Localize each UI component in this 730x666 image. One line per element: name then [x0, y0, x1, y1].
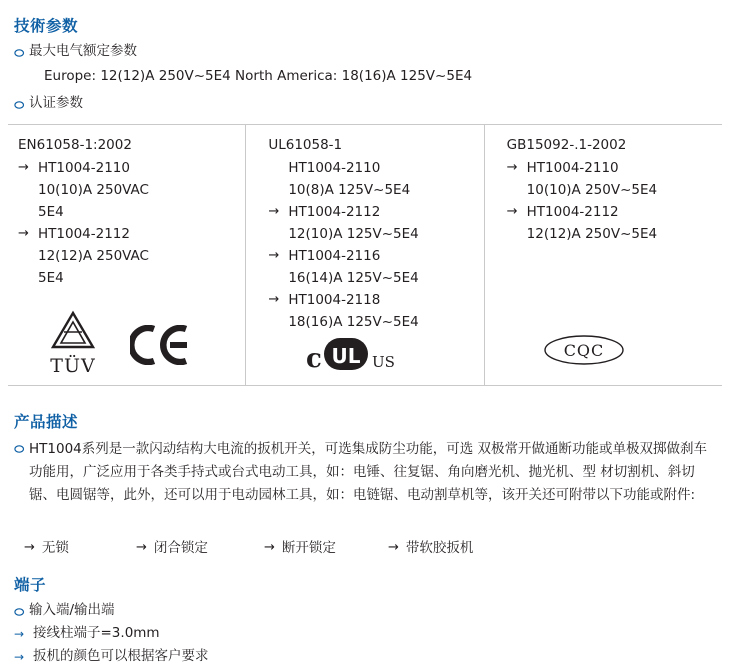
cert-model: HT1004-2118	[288, 292, 381, 308]
cert-standard: EN61058-1:2002	[18, 137, 132, 153]
feature-list	[24, 537, 724, 559]
cert-column-gb15092	[484, 125, 722, 385]
arrow-bullet-icon: →	[268, 248, 280, 263]
cert-rating-2: 5E4	[38, 204, 64, 220]
arrow-bullet-icon: →	[24, 540, 35, 555]
ring-bullet-icon	[14, 601, 29, 620]
ring-bullet-icon	[14, 94, 29, 113]
arrow-bullet-icon: →	[14, 627, 25, 641]
arrow-bullet-icon: →	[18, 160, 29, 175]
cert-model: HT1004-2110	[526, 160, 619, 176]
arrow-bullet-icon: →	[136, 540, 147, 555]
cert-rating: 10(8)A 125V~5E4	[288, 182, 411, 198]
svg-text:UL: UL	[331, 344, 361, 368]
cert-standard: UL61058-1	[268, 137, 343, 153]
arrow-bullet-icon: →	[506, 204, 518, 219]
cert-rating: 12(12)A 250VAC	[38, 248, 149, 264]
cert-column-ul61058	[245, 125, 483, 385]
cert-entry	[268, 245, 475, 267]
terminal-title: 端子	[14, 576, 47, 594]
description-paragraph: HT1004系列是一款闪动结构大电流的扳机开关，可选集成防尘功能，可选 双极常开做通断功能或单极双掷做刹车功能用，广泛应用于各类手持式或台式电动工具，如：电锤、往复锯、角向磨光机、抛光机、型 材切割机、斜切锯、电圆锯等，此外，还可以用于电动园林工具，如：电链锯、电动割草机等，该开关还可附带以下功能或附件:	[29, 441, 708, 503]
terminal-bullet-2	[14, 624, 714, 643]
cert-model: HT1004-2110	[288, 160, 381, 176]
feature-label: 断开锁定	[281, 540, 336, 556]
cert-entry	[18, 157, 237, 179]
ul-logo	[306, 333, 416, 375]
ring-bullet-icon	[14, 438, 29, 457]
arrow-bullet-icon: →	[268, 204, 280, 219]
cert-rating-2: 5E4	[38, 270, 64, 286]
svg-text:US: US	[372, 353, 396, 371]
svg-text:c: c	[306, 344, 323, 374]
cert-model: HT1004-2116	[288, 248, 381, 264]
specs-bullet-label: 最大电气额定参数	[29, 43, 137, 59]
cqc-logo	[543, 333, 625, 371]
cert-model: HT1004-2110	[38, 160, 130, 176]
tuv-wordmark: TÜV	[50, 355, 96, 377]
cert-rating: 12(12)A 250V~5E4	[526, 226, 658, 242]
cert-rating: 16(14)A 125V~5E4	[288, 270, 419, 286]
certification-table	[8, 125, 722, 385]
cert-entry	[507, 157, 714, 179]
cert-standard: GB15092-.1-2002	[506, 137, 627, 153]
cert-rating: 10(10)A 250VAC	[38, 182, 149, 198]
feature-item	[136, 537, 264, 559]
feature-label: 带软胶扳机	[405, 540, 474, 556]
cert-entry	[507, 201, 714, 223]
cert-table-bottom-rule	[8, 385, 722, 386]
arrow-bullet-icon: →	[506, 160, 518, 175]
cert-entry	[268, 289, 475, 311]
cert-model: HT1004-2112	[288, 204, 381, 220]
cert-rating: 18(16)A 125V~5E4	[288, 314, 419, 330]
arrow-bullet-icon: →	[388, 540, 399, 555]
description-title: 产品描述	[14, 413, 79, 431]
cert-model: HT1004-2112	[526, 204, 619, 220]
ring-bullet-icon	[14, 42, 29, 61]
feature-item	[264, 537, 388, 559]
tuv-logo	[38, 310, 108, 377]
specs-bullet-label: 认证参数	[29, 95, 83, 111]
cert-entry	[268, 201, 475, 223]
max-rating-line: Europe: 12(12)A 250V~5E4 North America: 18(16)A 125V~5E4	[44, 68, 473, 84]
specs-title: 技術参数	[14, 17, 79, 35]
cert-model: HT1004-2112	[38, 226, 130, 242]
cert-rating: 10(10)A 250V~5E4	[526, 182, 658, 198]
feature-item	[388, 537, 473, 559]
cert-column-en61058	[8, 125, 245, 385]
terminal-bullet-label: 输入端/输出端	[29, 602, 115, 618]
feature-item	[24, 537, 136, 559]
specs-bullet-1	[14, 42, 714, 61]
terminal-bullet-label: 扳机的颜色可以根据客户要求	[33, 648, 209, 664]
arrow-bullet-icon: →	[268, 292, 280, 307]
arrow-bullet-icon: →	[264, 540, 275, 555]
feature-label: 闭合锁定	[153, 540, 208, 556]
description-block	[14, 438, 720, 507]
specs-bullet-2	[14, 94, 714, 113]
ce-logo	[130, 325, 188, 369]
terminal-bullet-3	[14, 647, 714, 666]
svg-text:CQC: CQC	[563, 341, 604, 360]
feature-label: 无锁	[41, 540, 69, 556]
arrow-bullet-icon: →	[18, 226, 29, 241]
cert-rating: 12(10)A 125V~5E4	[288, 226, 419, 242]
arrow-bullet-icon: →	[14, 650, 25, 664]
terminal-bullet-label: 接线柱端子=3.0mm	[33, 625, 160, 641]
terminal-bullet-1	[14, 601, 714, 620]
cert-entry	[18, 223, 237, 245]
